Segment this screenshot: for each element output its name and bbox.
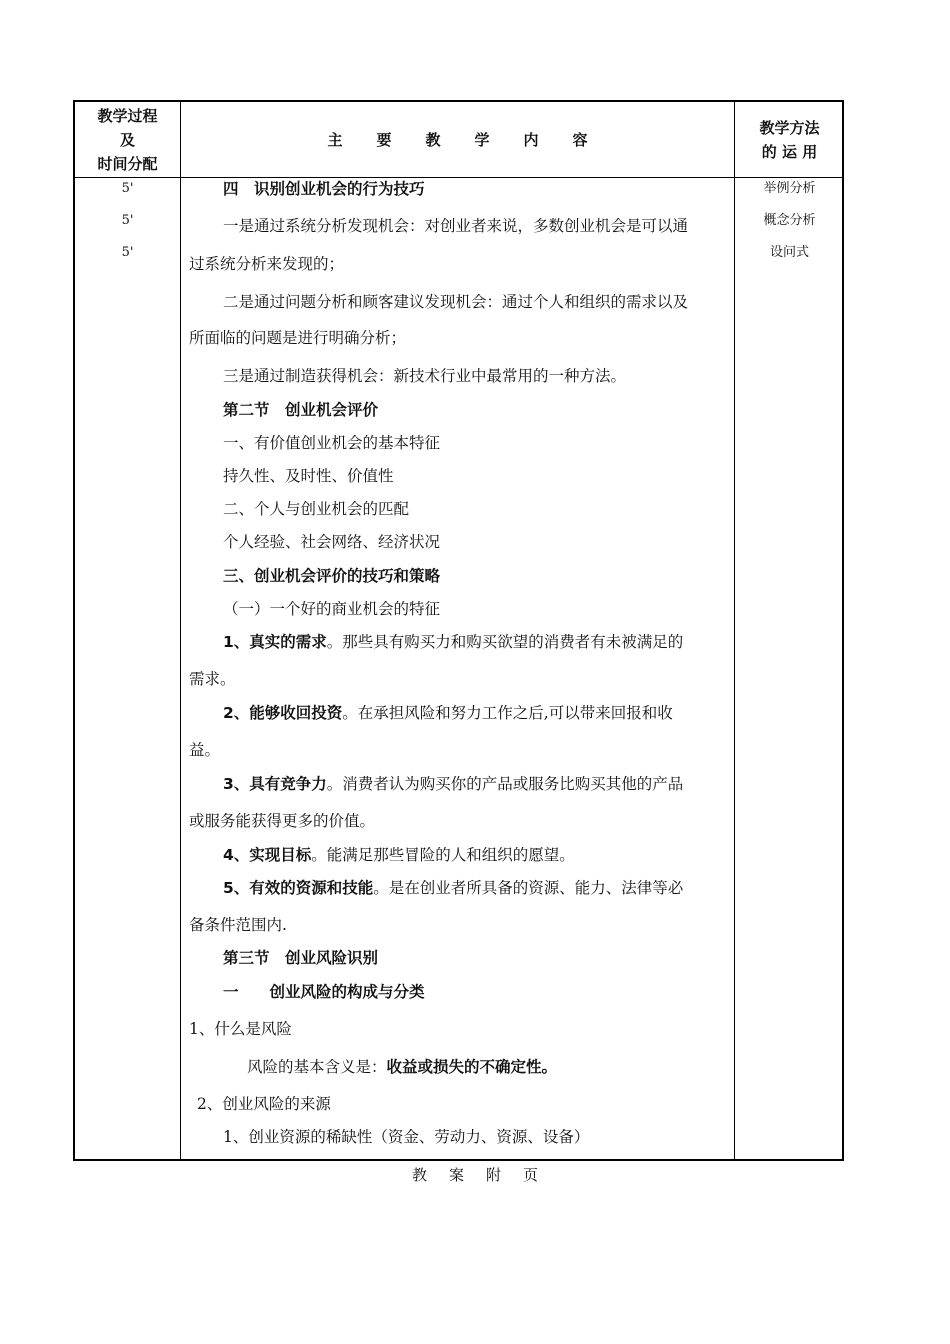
content-line: 备条件范围内. bbox=[189, 916, 287, 934]
method-item: 概念分析 bbox=[763, 213, 816, 228]
header-text: 的 运 用 bbox=[761, 142, 818, 161]
content-line: 个人经验、社会网络、经济状况 bbox=[223, 533, 441, 551]
bold-term: 3、具有竞争力 bbox=[223, 775, 327, 793]
content-text: 。是在创业者所具备的资源、能力、法律等必 bbox=[373, 879, 684, 897]
content-line: 1、创业资源的稀缺性（资金、劳动力、资源、设备） bbox=[223, 1128, 590, 1146]
content-line: 或服务能获得更多的价值。 bbox=[189, 812, 376, 830]
content-text: 。能满足那些冒险的人和组织的愿望。 bbox=[311, 846, 575, 864]
content-line: 2、创业风险的来源 bbox=[197, 1095, 331, 1113]
content-line: 一、有价值创业机会的基本特征 bbox=[223, 434, 441, 452]
column-divider bbox=[180, 102, 181, 1159]
content-line: 二、个人与创业机会的匹配 bbox=[223, 500, 410, 518]
content-line bbox=[223, 878, 683, 898]
page-footer: 教案附页 bbox=[411, 1166, 560, 1184]
content-text: 。在承担风险和努力工作之后,可以带来回报和收 bbox=[342, 704, 673, 722]
content-text: 。消费者认为购买你的产品或服务比购买其他的产品 bbox=[326, 775, 684, 793]
content-line bbox=[223, 845, 575, 865]
header-text: 及 bbox=[119, 130, 135, 149]
bold-term: 4、实现目标 bbox=[223, 846, 312, 864]
content-line: 二是通过问题分析和顾客建议发现机会：通过个人和组织的需求以及 bbox=[223, 293, 689, 311]
header-main-content: 主要教学内容 bbox=[327, 130, 622, 149]
content-line: 需求。 bbox=[189, 670, 236, 688]
header-text: 教学过程 bbox=[97, 106, 158, 125]
content-text: 风险的基本含义是： bbox=[247, 1058, 387, 1076]
header-text: 时间分配 bbox=[97, 154, 158, 173]
content-line: 过系统分析来发现的； bbox=[189, 255, 345, 273]
method-item: 设问式 bbox=[769, 245, 809, 260]
lesson-plan-table bbox=[73, 100, 844, 1161]
section-heading: 第二节 创业机会评价 bbox=[223, 401, 379, 419]
time-item: 5' bbox=[121, 213, 134, 228]
section-heading: 一 创业风险的构成与分类 bbox=[223, 983, 425, 1001]
content-line: 所面临的问题是进行明确分析； bbox=[189, 329, 407, 347]
content-line bbox=[223, 774, 683, 794]
section-heading: 四 识别创业机会的行为技巧 bbox=[223, 180, 425, 198]
content-text: 。那些具有购买力和购买欲望的消费者有未被满足的 bbox=[326, 633, 684, 651]
content-line: 持久性、及时性、价值性 bbox=[223, 467, 394, 485]
content-line: 三是通过制造获得机会：新技术行业中最常用的一种方法。 bbox=[223, 367, 627, 385]
header-teaching-method bbox=[735, 102, 844, 177]
content-line bbox=[223, 632, 683, 652]
bold-term: 5、有效的资源和技能 bbox=[223, 879, 374, 897]
content-line: 益。 bbox=[189, 741, 221, 759]
bold-term: 1、真实的需求 bbox=[223, 633, 327, 651]
content-line bbox=[223, 703, 673, 723]
header-divider bbox=[75, 177, 842, 178]
time-item: 5' bbox=[121, 181, 134, 196]
content-line bbox=[247, 1057, 557, 1077]
content-line: 1、什么是风险 bbox=[189, 1020, 292, 1038]
header-process-time bbox=[75, 102, 180, 177]
time-item: 5' bbox=[121, 245, 134, 260]
section-heading: 三、创业机会评价的技巧和策略 bbox=[223, 567, 441, 585]
method-item: 举例分析 bbox=[763, 181, 816, 196]
header-text: 教学方法 bbox=[759, 118, 820, 137]
content-line: （一）一个好的商业机会的特征 bbox=[223, 600, 441, 618]
bold-term: 收益或损失的不确定性。 bbox=[386, 1058, 558, 1076]
bold-term: 2、能够收回投资 bbox=[223, 704, 343, 722]
time-allocation-column bbox=[75, 182, 180, 278]
teaching-method-column bbox=[735, 182, 844, 278]
content-line: 一是通过系统分析发现机会：对创业者来说，多数创业机会是可以通 bbox=[223, 217, 689, 235]
section-heading: 第三节 创业风险识别 bbox=[223, 949, 379, 967]
